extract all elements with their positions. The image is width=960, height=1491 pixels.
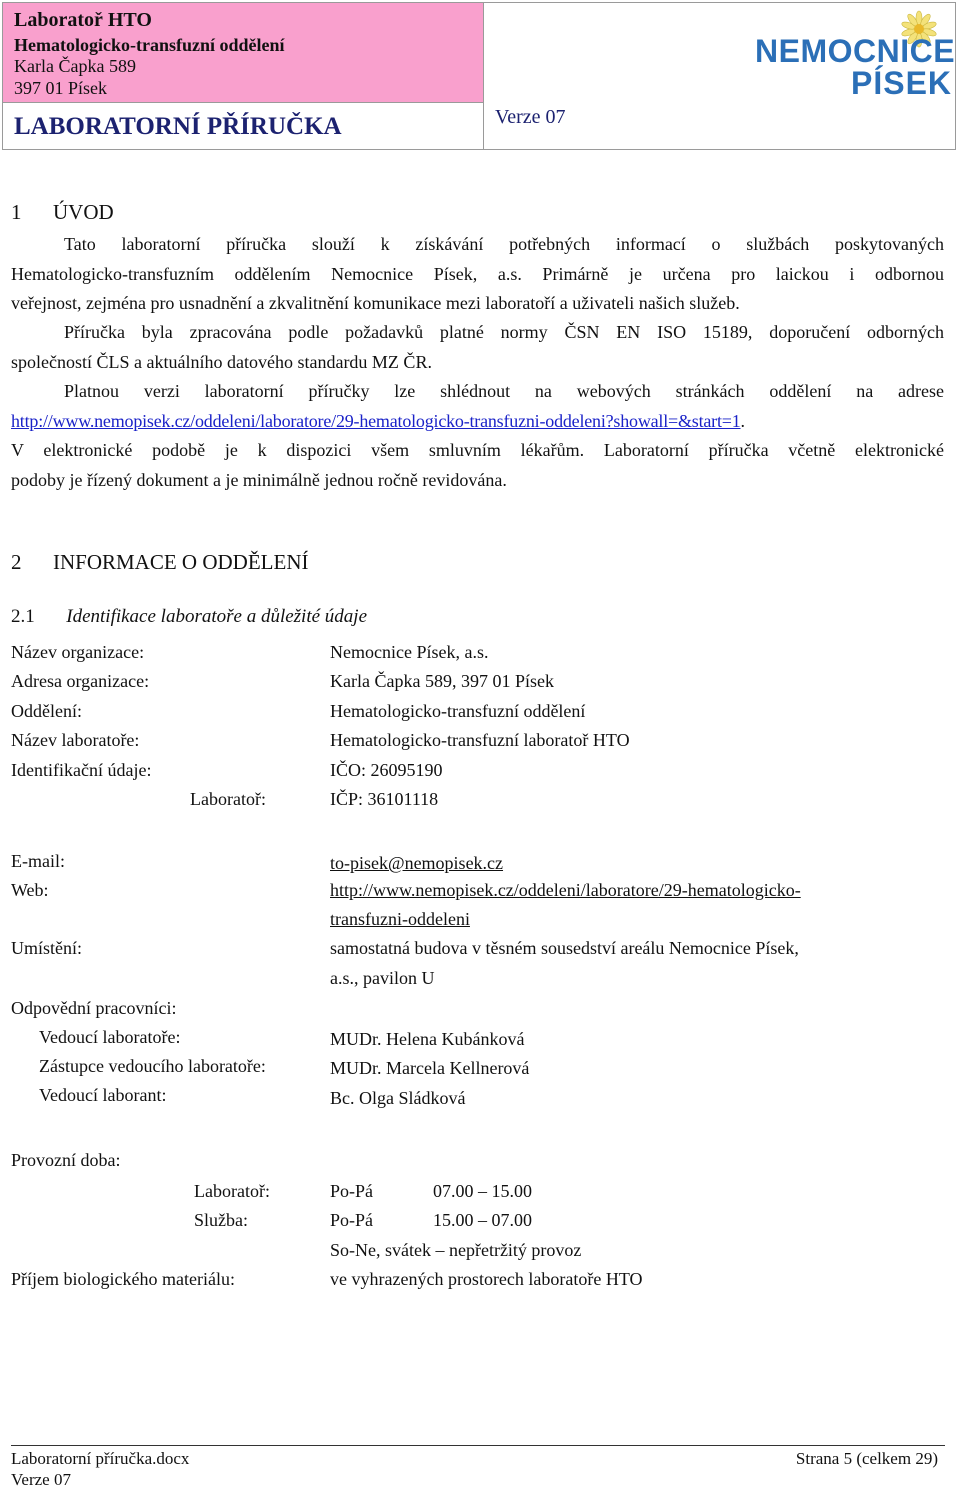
email-link[interactable]: to-pisek@nemopisek.cz — [330, 853, 504, 873]
header-version: Verze 07 — [495, 106, 566, 128]
footer-filename: Laboratorní příručka.docx — [11, 1449, 190, 1468]
hours-weekend: So-Ne, svátek – nepřetržitý provoz — [330, 1240, 582, 1260]
staff-label: Odpovědní pracovníci: — [11, 998, 177, 1018]
intro-p3-line4: podoby je řízený dokument a je minimálně jednou ročně revidována. — [11, 469, 507, 490]
web-link-line1[interactable]: http://www.nemopisek.cz/oddeleni/laboratore/29-hematologicko- — [330, 880, 801, 900]
hours-lab-label: Laboratoř: — [194, 1181, 270, 1201]
hours-service-label: Služba: — [194, 1210, 248, 1230]
subsection-2-1-number: 2.1 — [11, 606, 35, 627]
header-lab-name: Laboratoř HTO — [14, 9, 152, 31]
identification-label: Identifikační údaje: — [11, 760, 152, 780]
intro-p2-line1: Příručka byla zpracována podle požadavků platné normy ČSN EN ISO 15189, doporučení odborných — [64, 322, 944, 342]
header-city: 397 01 Písek — [14, 78, 108, 98]
location-value-line2: a.s., pavilon U — [330, 968, 435, 988]
intro-p2-line2: společností ČLS a aktuálního datového standardu MZ ČR. — [11, 351, 432, 372]
section-1-number: 1 — [11, 200, 22, 224]
org-name-value: Nemocnice Písek, a.s. — [330, 642, 489, 662]
hours-lab-time: 07.00 – 15.00 — [433, 1181, 532, 1201]
staff-role-head: Vedoucí laboratoře: — [39, 1027, 181, 1047]
department-label: Oddělení: — [11, 701, 82, 721]
hours-lab-days: Po-Pá — [330, 1181, 374, 1201]
staff-role-lead-technician: Vedoucí laborant: — [39, 1085, 167, 1105]
staff-role-deputy: Zástupce vedoucího laboratoře: — [39, 1056, 266, 1076]
lab-name-value: Hematologicko-transfuzní laboratoř HTO — [330, 730, 630, 750]
location-label: Umístění: — [11, 938, 82, 958]
location-value-line1: samostatná budova v těsném sousedství areálu Nemocnice Písek, — [330, 938, 799, 958]
web-link-line2[interactable]: transfuzni-oddeleni — [330, 909, 470, 929]
intro-p3-line1: Platnou verzi laboratorní příručky lze shlédnout na webových stránkách oddělení na adrese — [64, 381, 944, 401]
intro-p1-line1: Tato laboratorní příručka slouží k získávání potřebných informací o službách poskytovaných — [64, 234, 944, 254]
web-label: Web: — [11, 880, 49, 900]
header-divider-horizontal — [3, 102, 483, 103]
intake-label: Příjem biologického materiálu: — [11, 1269, 235, 1289]
intro-p1-line2: Hematologicko-transfuzním oddělením Nemocnice Písek, a.s. Primárně je určena pro laickou i odbornou — [11, 263, 944, 284]
footer-divider — [11, 1445, 945, 1446]
lab-manual-url-link[interactable]: http://www.nemopisek.cz/oddeleni/laboratore/29-hematologicko-transfuzni-oddeleni?showall=&start=1 — [11, 410, 741, 431]
footer-version: Verze 07 — [11, 1470, 71, 1489]
section-2-title: INFORMACE O ODDĚLENÍ — [53, 550, 309, 574]
staff-name-deputy: MUDr. Marcela Kellnerová — [330, 1058, 530, 1078]
hours-label: Provozní doba: — [11, 1150, 121, 1170]
intro-paragraph-3 — [11, 377, 944, 495]
logo-text-nemocnice: NEMOCNICE — [755, 33, 956, 69]
section-2-number: 2 — [11, 550, 22, 574]
ico-value: IČO: 26095190 — [330, 760, 443, 780]
intro-p1-line3: veřejnost, zejména pro usnadnění a zkvalitnění komunikace mezi laboratoří a uživateli našich služeb. — [11, 293, 740, 313]
section-1-title: ÚVOD — [53, 200, 114, 224]
lab-name-label: Název laboratoře: — [11, 730, 140, 750]
logo-text-pisek: PÍSEK — [851, 65, 953, 101]
staff-name-lead-technician: Bc. Olga Sládková — [330, 1088, 466, 1108]
staff-name-head: MUDr. Helena Kubánková — [330, 1029, 525, 1049]
subsection-2-1-title: Identifikace laboratoře a důležité údaje — [66, 606, 368, 627]
section-1-heading — [11, 200, 411, 228]
intro-paragraph-2 — [11, 318, 944, 377]
icp-value: IČP: 36101118 — [330, 789, 439, 809]
section-2-heading — [11, 550, 511, 578]
org-name-label: Název organizace: — [11, 642, 145, 662]
org-address-label: Adresa organizace: — [11, 671, 150, 691]
org-address-value: Karla Čapka 589, 397 01 Písek — [330, 671, 554, 691]
department-value: Hematologicko-transfuzní oddělení — [330, 701, 586, 721]
header-doc-title: LABORATORNÍ PŘÍRUČKA — [14, 113, 342, 140]
intake-value: ve vyhrazených prostorech laboratoře HTO — [330, 1269, 643, 1289]
email-label: E-mail: — [11, 851, 65, 871]
header-divider-vertical — [483, 3, 484, 149]
header-department: Hematologicko-transfuzní oddělení — [14, 35, 285, 55]
footer-page-number: Strana 5 (celkem 29) — [795, 1449, 938, 1468]
hours-service-days: Po-Pá — [330, 1210, 374, 1230]
hours-service-time: 15.00 – 07.00 — [433, 1210, 532, 1230]
intro-paragraph-1 — [11, 230, 944, 319]
document-header — [2, 2, 956, 150]
subsection-2-1-heading — [11, 606, 367, 628]
lab-icp-label: Laboratoř: — [190, 789, 266, 809]
intro-p3-period: . — [740, 410, 745, 431]
header-street: Karla Čapka 589 — [14, 56, 136, 76]
intro-p3-line3: V elektronické podobě je k dispozici všem smluvním lékařům. Laboratorní příručka včetně elektronické — [11, 440, 944, 460]
